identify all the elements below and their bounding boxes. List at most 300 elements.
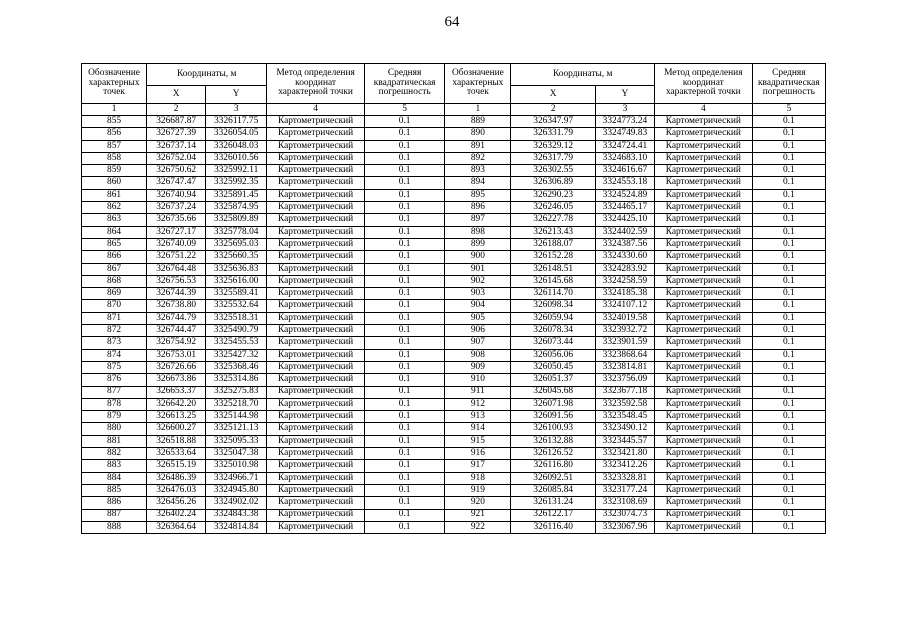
coord-y-cell: 3324683.10: [595, 152, 654, 164]
error-cell: 0.1: [752, 423, 825, 435]
error-cell: 0.1: [364, 263, 444, 275]
coord-y-cell: 3324553.18: [595, 177, 654, 189]
point-id-cell: 877: [82, 386, 147, 398]
error-cell: 0.1: [364, 497, 444, 509]
point-id-cell: 883: [82, 460, 147, 472]
error-cell: 0.1: [752, 189, 825, 201]
coord-x-cell: 326753.01: [147, 349, 206, 361]
coord-x-cell: 326059.94: [511, 312, 595, 324]
point-id-cell: 871: [82, 312, 147, 324]
coord-x-cell: 326740.09: [147, 238, 206, 250]
coord-y-cell: 3323108.69: [595, 497, 654, 509]
method-cell: Картометрический: [654, 251, 752, 263]
error-cell: 0.1: [364, 128, 444, 140]
method-cell: Картометрический: [267, 484, 365, 496]
error-cell: 0.1: [364, 140, 444, 152]
method-cell: Картометрический: [654, 398, 752, 410]
coord-x-cell: 326071.98: [511, 398, 595, 410]
coord-x-cell: 326735.66: [147, 214, 206, 226]
error-cell: 0.1: [752, 214, 825, 226]
coord-x-cell: 326673.86: [147, 374, 206, 386]
point-id-cell: 858: [82, 152, 147, 164]
coord-x-cell: 326290.23: [511, 189, 595, 201]
coord-y-cell: 3325010.98: [206, 460, 267, 472]
point-id-cell: 905: [445, 312, 511, 324]
error-cell: 0.1: [364, 423, 444, 435]
point-id-cell: 873: [82, 337, 147, 349]
table-row: [82, 398, 826, 410]
error-cell: 0.1: [364, 337, 444, 349]
coord-x-cell: 326306.89: [511, 177, 595, 189]
coord-x-cell: 326764.48: [147, 263, 206, 275]
table-row: [82, 386, 826, 398]
col-number: 2: [511, 104, 595, 116]
coord-x-cell: 326098.34: [511, 300, 595, 312]
table-row: [82, 238, 826, 250]
method-cell: Картометрический: [267, 337, 365, 349]
error-cell: 0.1: [364, 484, 444, 496]
method-cell: Картометрический: [267, 214, 365, 226]
coord-x-cell: 326737.14: [147, 140, 206, 152]
coord-y-cell: 3324425.10: [595, 214, 654, 226]
table-row: [82, 202, 826, 214]
point-id-cell: 895: [445, 189, 511, 201]
point-id-cell: 891: [445, 140, 511, 152]
method-cell: Картометрический: [654, 386, 752, 398]
table-row: [82, 509, 826, 521]
coord-x-cell: 326687.87: [147, 116, 206, 128]
coord-y-cell: 3325427.32: [206, 349, 267, 361]
coord-y-cell: 3325455.53: [206, 337, 267, 349]
coord-x-cell: 326092.51: [511, 472, 595, 484]
coord-y-cell: 3324814.84: [206, 521, 267, 533]
method-cell: Картометрический: [267, 116, 365, 128]
coord-y-cell: 3325589.41: [206, 288, 267, 300]
point-id-cell: 909: [445, 361, 511, 373]
header-error-left: Средняя квадратическая погрешность: [364, 64, 444, 104]
error-cell: 0.1: [752, 165, 825, 177]
header-coords-right: Координаты, м: [511, 64, 655, 86]
method-cell: Картометрический: [267, 398, 365, 410]
point-id-cell: 882: [82, 448, 147, 460]
coord-x-cell: 326518.88: [147, 435, 206, 447]
table-row: [82, 189, 826, 201]
coord-y-cell: 3324773.24: [595, 116, 654, 128]
error-cell: 0.1: [364, 288, 444, 300]
point-id-cell: 901: [445, 263, 511, 275]
method-cell: Картометрический: [654, 152, 752, 164]
point-id-cell: 894: [445, 177, 511, 189]
coord-x-cell: 326045.68: [511, 386, 595, 398]
coord-y-cell: 3323868.64: [595, 349, 654, 361]
coord-x-cell: 326747.47: [147, 177, 206, 189]
error-cell: 0.1: [752, 386, 825, 398]
method-cell: Картометрический: [267, 202, 365, 214]
error-cell: 0.1: [752, 202, 825, 214]
coord-x-cell: 326515.19: [147, 460, 206, 472]
coord-y-cell: 3324019.58: [595, 312, 654, 324]
coord-x-cell: 326132.88: [511, 435, 595, 447]
method-cell: Картометрический: [267, 312, 365, 324]
point-id-cell: 892: [445, 152, 511, 164]
coord-x-cell: 326100.93: [511, 423, 595, 435]
point-id-cell: 862: [82, 202, 147, 214]
coord-y-cell: 3323074.73: [595, 509, 654, 521]
coord-y-cell: 3323328.81: [595, 472, 654, 484]
point-id-cell: 866: [82, 251, 147, 263]
error-cell: 0.1: [364, 398, 444, 410]
coord-x-cell: 326456.26: [147, 497, 206, 509]
coord-x-cell: 326145.68: [511, 275, 595, 287]
coord-y-cell: 3325809.89: [206, 214, 267, 226]
coord-y-cell: 3324945.80: [206, 484, 267, 496]
coord-y-cell: 3325532.64: [206, 300, 267, 312]
error-cell: 0.1: [752, 226, 825, 238]
point-id-cell: 864: [82, 226, 147, 238]
point-id-cell: 887: [82, 509, 147, 521]
coord-x-cell: 326126.52: [511, 448, 595, 460]
method-cell: Картометрический: [267, 423, 365, 435]
method-cell: Картометрический: [267, 165, 365, 177]
col-number: 1: [82, 104, 147, 116]
coord-x-cell: 326600.27: [147, 423, 206, 435]
error-cell: 0.1: [752, 275, 825, 287]
header-point-right: Обозначение характерных точек: [445, 64, 511, 104]
method-cell: Картометрический: [267, 177, 365, 189]
point-id-cell: 861: [82, 189, 147, 201]
coord-x-cell: 326744.79: [147, 312, 206, 324]
method-cell: Картометрический: [267, 152, 365, 164]
coord-y-cell: 3324258.59: [595, 275, 654, 287]
method-cell: Картометрический: [654, 497, 752, 509]
coord-y-cell: 3325992.35: [206, 177, 267, 189]
coord-x-cell: 326122.17: [511, 509, 595, 521]
point-id-cell: 920: [445, 497, 511, 509]
table-row: [82, 300, 826, 312]
coord-x-cell: 326727.39: [147, 128, 206, 140]
header-y-left: Y: [206, 86, 267, 104]
table-row: [82, 460, 826, 472]
error-cell: 0.1: [752, 349, 825, 361]
table-row: [82, 374, 826, 386]
point-id-cell: 896: [445, 202, 511, 214]
table-row: [82, 288, 826, 300]
table-row: [82, 423, 826, 435]
table-row: [82, 349, 826, 361]
method-cell: Картометрический: [654, 337, 752, 349]
coord-x-cell: 326737.24: [147, 202, 206, 214]
error-cell: 0.1: [364, 202, 444, 214]
coord-x-cell: 326073.44: [511, 337, 595, 349]
error-cell: 0.1: [364, 349, 444, 361]
point-id-cell: 885: [82, 484, 147, 496]
coord-y-cell: 3323756.09: [595, 374, 654, 386]
method-cell: Картометрический: [654, 411, 752, 423]
coord-x-cell: 326653.37: [147, 386, 206, 398]
coord-x-cell: 326752.04: [147, 152, 206, 164]
coord-x-cell: 326642.20: [147, 398, 206, 410]
error-cell: 0.1: [364, 312, 444, 324]
coord-x-cell: 326116.40: [511, 521, 595, 533]
error-cell: 0.1: [752, 288, 825, 300]
coord-y-cell: 3323177.24: [595, 484, 654, 496]
error-cell: 0.1: [752, 140, 825, 152]
method-cell: Картометрический: [267, 521, 365, 533]
method-cell: Картометрический: [267, 300, 365, 312]
table-row: [82, 411, 826, 423]
method-cell: Картометрический: [267, 460, 365, 472]
col-number: 5: [364, 104, 444, 116]
coord-x-cell: 326246.05: [511, 202, 595, 214]
coord-x-cell: 326750.62: [147, 165, 206, 177]
method-cell: Картометрический: [654, 128, 752, 140]
coord-x-cell: 326613.25: [147, 411, 206, 423]
coord-y-cell: 3325368.46: [206, 361, 267, 373]
method-cell: Картометрический: [267, 251, 365, 263]
coord-y-cell: 3324185.38: [595, 288, 654, 300]
coord-y-cell: 3323445.57: [595, 435, 654, 447]
coord-y-cell: 3325695.03: [206, 238, 267, 250]
method-cell: Картометрический: [654, 189, 752, 201]
coord-x-cell: 326213.43: [511, 226, 595, 238]
coord-x-cell: 326056.06: [511, 349, 595, 361]
method-cell: Картометрический: [654, 423, 752, 435]
point-id-cell: 855: [82, 116, 147, 128]
error-cell: 0.1: [364, 275, 444, 287]
method-cell: Картометрический: [654, 140, 752, 152]
coord-y-cell: 3323814.81: [595, 361, 654, 373]
coord-y-cell: 3323932.72: [595, 325, 654, 337]
point-id-cell: 911: [445, 386, 511, 398]
table-row: [82, 435, 826, 447]
method-cell: Картометрический: [267, 472, 365, 484]
method-cell: Картометрический: [654, 312, 752, 324]
point-id-cell: 915: [445, 435, 511, 447]
table-row: [82, 337, 826, 349]
method-cell: Картометрический: [654, 165, 752, 177]
table-row: [82, 226, 826, 238]
coord-y-cell: 3323412.26: [595, 460, 654, 472]
coord-y-cell: 3326048.03: [206, 140, 267, 152]
coord-x-cell: 326533.64: [147, 448, 206, 460]
method-cell: Картометрический: [654, 325, 752, 337]
point-id-cell: 906: [445, 325, 511, 337]
method-cell: Картометрический: [654, 448, 752, 460]
method-cell: Картометрический: [654, 226, 752, 238]
method-cell: Картометрический: [267, 374, 365, 386]
error-cell: 0.1: [752, 177, 825, 189]
col-number: 4: [654, 104, 752, 116]
coord-y-cell: 3324524.89: [595, 189, 654, 201]
point-id-cell: 876: [82, 374, 147, 386]
coord-x-cell: 326302.55: [511, 165, 595, 177]
method-cell: Картометрический: [654, 288, 752, 300]
method-cell: Картометрический: [267, 288, 365, 300]
method-cell: Картометрический: [654, 238, 752, 250]
error-cell: 0.1: [752, 521, 825, 533]
error-cell: 0.1: [752, 325, 825, 337]
coord-y-cell: 3325275.83: [206, 386, 267, 398]
table-row: [82, 128, 826, 140]
method-cell: Картометрический: [267, 386, 365, 398]
page-number: 64: [444, 14, 460, 30]
method-cell: Картометрический: [654, 460, 752, 472]
point-id-cell: 904: [445, 300, 511, 312]
method-cell: Картометрический: [654, 374, 752, 386]
coord-y-cell: 3323067.96: [595, 521, 654, 533]
coord-x-cell: 326744.47: [147, 325, 206, 337]
error-cell: 0.1: [364, 238, 444, 250]
point-id-cell: 893: [445, 165, 511, 177]
method-cell: Картометрический: [267, 509, 365, 521]
header-coords-left: Координаты, м: [147, 64, 267, 86]
error-cell: 0.1: [364, 251, 444, 263]
point-id-cell: 899: [445, 238, 511, 250]
error-cell: 0.1: [364, 361, 444, 373]
coord-x-cell: 326085.84: [511, 484, 595, 496]
error-cell: 0.1: [752, 484, 825, 496]
error-cell: 0.1: [752, 337, 825, 349]
table-row: [82, 361, 826, 373]
coord-y-cell: 3325616.00: [206, 275, 267, 287]
method-cell: Картометрический: [267, 226, 365, 238]
point-id-cell: 900: [445, 251, 511, 263]
error-cell: 0.1: [752, 361, 825, 373]
point-id-cell: 879: [82, 411, 147, 423]
error-cell: 0.1: [364, 472, 444, 484]
error-cell: 0.1: [364, 435, 444, 447]
table-row: [82, 484, 826, 496]
table-row: [82, 140, 826, 152]
coord-x-cell: 326756.53: [147, 275, 206, 287]
error-cell: 0.1: [752, 435, 825, 447]
method-cell: Картометрический: [267, 448, 365, 460]
error-cell: 0.1: [364, 374, 444, 386]
header-point-left: Обозначение характерных точек: [82, 64, 147, 104]
col-number: 3: [206, 104, 267, 116]
header-error-right: Средняя квадратическая погрешность: [752, 64, 825, 104]
coord-x-cell: 326131.24: [511, 497, 595, 509]
coord-x-cell: 326050.45: [511, 361, 595, 373]
error-cell: 0.1: [752, 128, 825, 140]
coord-x-cell: 326476.03: [147, 484, 206, 496]
method-cell: Картометрический: [654, 484, 752, 496]
error-cell: 0.1: [752, 374, 825, 386]
point-id-cell: 860: [82, 177, 147, 189]
table-row: [82, 275, 826, 287]
point-id-cell: 869: [82, 288, 147, 300]
method-cell: Картометрический: [654, 275, 752, 287]
point-id-cell: 912: [445, 398, 511, 410]
coord-y-cell: 3325144.98: [206, 411, 267, 423]
point-id-cell: 889: [445, 116, 511, 128]
point-id-cell: 897: [445, 214, 511, 226]
table-row: [82, 472, 826, 484]
coord-y-cell: 3324330.60: [595, 251, 654, 263]
col-number: 1: [445, 104, 511, 116]
coord-x-cell: 326329.12: [511, 140, 595, 152]
coord-y-cell: 3324724.41: [595, 140, 654, 152]
coord-x-cell: 326116.80: [511, 460, 595, 472]
error-cell: 0.1: [752, 263, 825, 275]
method-cell: Картометрический: [654, 361, 752, 373]
header-method-right: Метод определения координат характерной точки: [654, 64, 752, 104]
point-id-cell: 872: [82, 325, 147, 337]
point-id-cell: 880: [82, 423, 147, 435]
coord-y-cell: 3325121.13: [206, 423, 267, 435]
coord-x-cell: 326331.79: [511, 128, 595, 140]
error-cell: 0.1: [752, 312, 825, 324]
coord-y-cell: 3325314.86: [206, 374, 267, 386]
method-cell: Картометрический: [267, 189, 365, 201]
table-row: [82, 497, 826, 509]
method-cell: Картометрический: [654, 300, 752, 312]
method-cell: Картометрический: [267, 128, 365, 140]
method-cell: Картометрический: [267, 238, 365, 250]
coord-y-cell: 3325778.04: [206, 226, 267, 238]
coord-x-cell: 326051.37: [511, 374, 595, 386]
coord-y-cell: 3325218.70: [206, 398, 267, 410]
coord-x-cell: 326402.24: [147, 509, 206, 521]
method-cell: Картометрический: [267, 325, 365, 337]
error-cell: 0.1: [752, 497, 825, 509]
error-cell: 0.1: [364, 521, 444, 533]
coord-x-cell: 326726.66: [147, 361, 206, 373]
table-row: [82, 214, 826, 226]
point-id-cell: 878: [82, 398, 147, 410]
table-row: [82, 263, 826, 275]
point-id-cell: 865: [82, 238, 147, 250]
error-cell: 0.1: [364, 509, 444, 521]
coord-y-cell: 3324283.92: [595, 263, 654, 275]
error-cell: 0.1: [364, 177, 444, 189]
header-x-left: X: [147, 86, 206, 104]
error-cell: 0.1: [364, 325, 444, 337]
coord-x-cell: 326148.51: [511, 263, 595, 275]
method-cell: Картометрический: [267, 497, 365, 509]
coord-y-cell: 3324616.67: [595, 165, 654, 177]
coord-x-cell: 326188.07: [511, 238, 595, 250]
coord-y-cell: 3324749.83: [595, 128, 654, 140]
coord-y-cell: 3325636.83: [206, 263, 267, 275]
table-row: [82, 177, 826, 189]
point-id-cell: 868: [82, 275, 147, 287]
header-x-right: X: [511, 86, 595, 104]
coord-y-cell: 3325047.38: [206, 448, 267, 460]
point-id-cell: 903: [445, 288, 511, 300]
coord-x-cell: 326744.39: [147, 288, 206, 300]
coord-y-cell: 3324402.59: [595, 226, 654, 238]
point-id-cell: 917: [445, 460, 511, 472]
method-cell: Картометрический: [654, 509, 752, 521]
coord-y-cell: 3325874.95: [206, 202, 267, 214]
point-id-cell: 886: [82, 497, 147, 509]
error-cell: 0.1: [364, 300, 444, 312]
method-cell: Картометрический: [654, 435, 752, 447]
method-cell: Картометрический: [267, 411, 365, 423]
error-cell: 0.1: [752, 460, 825, 472]
method-cell: Картометрический: [654, 349, 752, 361]
point-id-cell: 867: [82, 263, 147, 275]
method-cell: Картометрический: [654, 263, 752, 275]
error-cell: 0.1: [752, 398, 825, 410]
method-cell: Картометрический: [654, 116, 752, 128]
point-id-cell: 916: [445, 448, 511, 460]
coord-y-cell: 3325518.31: [206, 312, 267, 324]
point-id-cell: 863: [82, 214, 147, 226]
coord-x-cell: 326114.70: [511, 288, 595, 300]
header-method-left: Метод определения координат характерной точки: [267, 64, 365, 104]
